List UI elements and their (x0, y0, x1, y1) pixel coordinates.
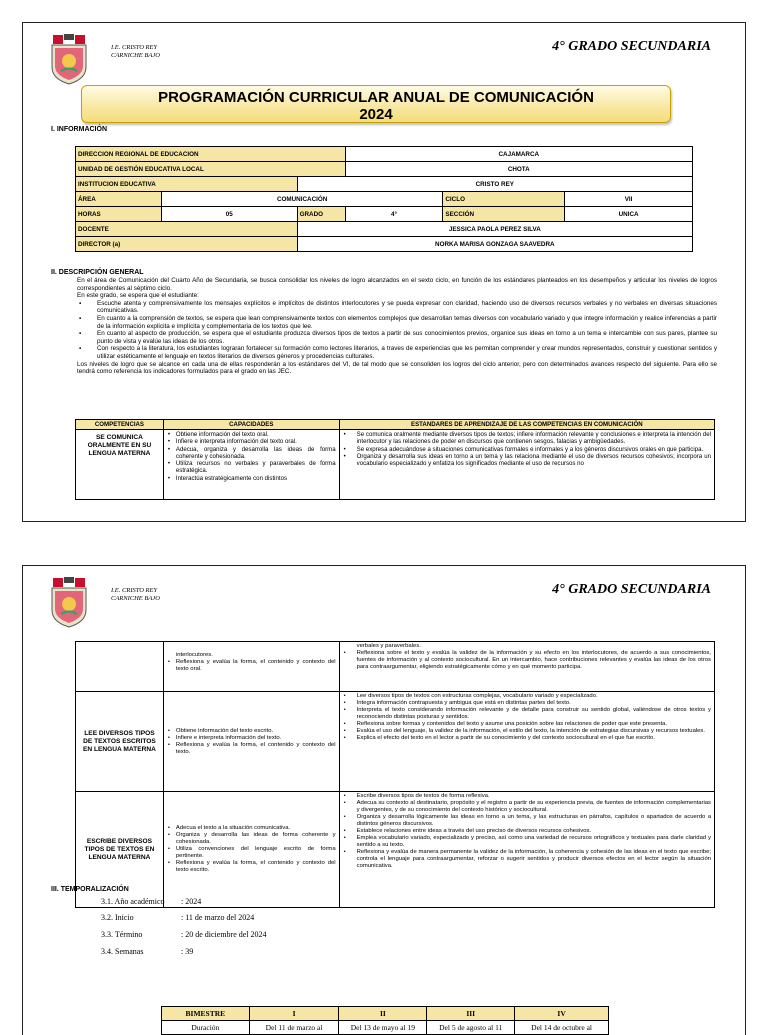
school-crest-icon (49, 33, 89, 85)
grade-label: 4° GRADO SECUNDARIA (552, 39, 711, 54)
list-item: • Obtiene información del texto escrito. (167, 728, 336, 735)
competencias-table (75, 419, 715, 500)
list-item: ▪ Con respecto a la literatura, los estudiantes lograran fortalecer su formación como lectores literarios, a traves de experiencias que les permitan comprender y crear mundos representados, construir y cuestionar sentidos y utilizar estéticamente el lenguaje en textos literarios de diversos géneros y procedencias culturales. (77, 345, 717, 360)
bimestres-table (161, 1006, 609, 1035)
list-item: • Integra información contrapuesta y ambigua que está en distintas partes del texto. (343, 700, 711, 707)
table-row: SE COMUNICA ORALMENTE EN SU LENGUA MATERNA • Obtiene información del texto oral. • Infiere e interpreta información del texto oral. • Adecua, organiza y desarrolla las ideas de forma coherente y cohesionada. • Utiliza recursos no verbales y paraverbales de forma estratégica. • Interactúa estratégicamente con distintos • Se comunica oralmente mediante diversos tipos de textos; infiere información relevante y conclusiones e interpreta la intención del interlocutor y las relaciones de poder en discursos que contienen sesgos, falacias y ambigüedades. • Se expresa adecuándose a situaciones comunicativas formales e informales y a los géneros discursivos orales en que participa. • Organiza y desarrolla sus ideas en torno a un tema y las relaciona mediante el uso de diversos recursos cohesivos; incorpora un vocabulario especializado y enfatiza los significados mediante el uso de recursos no (76, 430, 715, 500)
temporalizacion-value: : 39 (181, 947, 194, 956)
list-item: • Lee diversos tipos de textos con estructuras complejas, vocabulario variado y especializado. (343, 693, 711, 700)
list-item: • Organiza y desarrolla las ideas de forma coherente y cohesionada. (167, 832, 336, 846)
list-item: ▪ En cuanto al aspecto de producción, se espera que el estudiante produzca diversos tipos de textos a partir de sus conocimientos previos, organice sus ideas en torno a un tema e intercambie con sus pares, plantee su punto de vista y evalúe las ideas de los otros. (77, 330, 717, 345)
temporalizacion-label: 3.1. Año académico (101, 897, 165, 906)
list-item: • Infiere e interpreta información del texto. (167, 735, 336, 742)
info-table (75, 146, 693, 252)
temporalizacion-label: 3.2. Inicio (101, 913, 134, 922)
section-temporalizacion-heading: III. TEMPORALIZACIÓN (51, 886, 129, 893)
list-item: • Reflexiona sobre el texto y evalúa la validez de la información y su efecto en los interlocutores, de acuerdo a sus conocimientos, fuentes de información y al contexto sociocultural. En un intercambio, hace contribuciones relevantes y evalúa las ideas de los otros para contraargumentar, eligiendo estratégicamente cómo y en qué momento participa. (343, 650, 711, 671)
table-row: UNIDAD DE GESTIÓN EDUCATIVA LOCAL CHOTA (76, 162, 693, 177)
list-item: • Infiere e interpreta información del texto oral. (167, 438, 336, 445)
list-item: • Reflexiona y evalúa la forma, el contenido y contexto del texto oral. (167, 659, 336, 673)
table-row: interlocutores. • Reflexiona y evalúa la forma, el contenido y contexto del texto oral. verbales y paraverbales. • Reflexiona sobre el texto y evalúa la validez de la información y su efecto en los interlocutores, de acuerdo a sus conocimientos, fuentes de información y al contexto sociocultural. En un intercambio, hace contribuciones relevantes y evalúa las ideas de los otros para contraargumentar, eligiendo estratégicamente cómo y en qué momento participa. (76, 642, 715, 692)
temporalizacion-label: 3.3. Término (101, 930, 143, 939)
list-item: • Organiza y desarrolla lógicamente las ideas en torno a un tema, y las estructuras en párrafos, capítulos o apartados de acuerdo a distintos géneros discursivos. (343, 814, 711, 828)
table-row: ESCRIBE DIVERSOS TIPOS DE TEXTOS EN LENGUA MATERNA • Adecua el texto a la situación comunicativa. • Organiza y desarrolla las ideas de forma coherente y cohesionada. • Utiliza convenciones del lenguaje escrito de forma pertinente. • Reflexiona y evalúa la forma, el contenido y contexto del texto escrito. • Escribe diversos tipos de textos de forma reflexiva. • Adecua su contexto al destinatario, propósito y el registro a partir de su experiencia previa, de fuentes de información complementarias y divergentes, y de su conocimiento del contexto histórico y sociocultural. • Organiza y desarrolla lógicamente las ideas en torno a un tema, y las estructuras en párrafos, capítulos o apartados de acuerdo a distintos géneros discursivos. • Establece relaciones entre ideas a través del uso preciso de diversos recursos cohesivos. • Emplea vocabulario variado, especializado y preciso, así como una variedad de recursos ortográficos y textuales para darle claridad y sentido a su texto. • Reflexiona y evalúa de manera permanente la validez de la información, la coherencia y cohesión de las ideas en el texto que escribe; controla el lenguaje para contraargumentar, reforzar o sugerir sentidos y producir diversos efectos en el lector según la situación comunicativa. (76, 792, 715, 908)
section-informacion-heading: I. INFORMACIÓN (51, 126, 107, 133)
table-row: COMPETENCIAS CAPACIDADES ESTANDARES DE APRENDIZAJE DE LAS COMPETENCIAS EN COMUNICACIÓN (76, 420, 715, 430)
table-row: DIRECCION REGIONAL DE EDUCACION CAJAMARCA (76, 147, 693, 162)
grade-label: 4° GRADO SECUNDARIA (552, 582, 711, 597)
school-crest-icon (49, 576, 89, 628)
document-title: PROGRAMACIÓN CURRICULAR ANUAL DE COMUNICACIÓN 2024 (81, 85, 671, 123)
description-list (77, 300, 717, 361)
list-item: • Reflexiona sobre formas y contenidos del texto y asume una posición sobre las relaciones de poder que este presenta. (343, 721, 711, 728)
list-item: • Escribe diversos tipos de textos de forma reflexiva. (343, 793, 711, 800)
list-item: • Emplea vocabulario variado, especializado y preciso, así como una variedad de recursos ortográficos y textuales para darle claridad y sentido a su texto. (343, 835, 711, 849)
table-row: INSTITUCION EDUCATIVA CRISTO REY (76, 177, 693, 192)
table-row: Duración Del 11 de marzo al Del 13 de mayo al 19 Del 5 de agosto al 11 Del 14 de octubre al (162, 1021, 609, 1035)
list-item: • Interactúa estratégicamente con distintos (167, 475, 336, 482)
list-item: • Interpreta el texto considerando información relevante y de detalle para construir su sentido global, valiéndose de otros textos y reconociendo distintas posturas y sentidos. (343, 707, 711, 721)
list-item: • Obtiene información del texto oral. (167, 431, 336, 438)
list-item: • Se comunica oralmente mediante diversos tipos de textos; infiere información relevante y conclusiones e interpreta la intención del interlocutor y las relaciones de poder en discursos que contienen sesgos, falacias y ambigüedades. (343, 431, 711, 446)
list-item: • Organiza y desarrolla sus ideas en torno a un tema y las relaciona mediante el uso de diversos recursos cohesivos; incorpora un vocabulario especializado y enfatiza los significados mediante el uso de recursos no (343, 453, 711, 468)
list-item: • Se expresa adecuándose a situaciones comunicativas formales e informales y a los géneros discursivos orales en que participa. (343, 446, 711, 453)
list-item: • Adecua, organiza y desarrolla las ideas de forma coherente y cohesionada. (167, 446, 336, 461)
table-row: DOCENTE JESSICA PAOLA PEREZ SILVA (76, 222, 693, 237)
list-item: • Evalúa el uso del lenguaje, la validez de la información, el estilo del texto, la intención de estrategias discursivas y recursos textuales. (343, 728, 711, 735)
list-item: ▪ Escuche atenta y comprensivamente los mensajes explícitos e implícitos de distintos interlocutores y se pueda expresar con claridad, haciendo uso de diversos recursos verbales y no verbales en diversas situaciones comunicativas. (77, 300, 717, 315)
page-2 (22, 565, 746, 1035)
page-header (23, 566, 745, 626)
school-name: I.E. CRISTO REY CARNICHE BAJO (111, 44, 160, 59)
description-closing: Los niveles de logro que se alcance en cada una de ellas responderán a los estándares del VI, de tal modo que se consoliden los logros del ciclo anterior, pero con determinados avances respecto del siguiente. Para ello se tendrá como referencia los indicadores formulados para el grado en las JEC. (77, 360, 717, 376)
list-item: • Utiliza convenciones del lenguaje escrito de forma pertinente. (167, 846, 336, 860)
list-item: ▪ En cuanto a la comprensión de textos, se espera que lean comprensivamente textos con elementos complejos que desarrollan temas diversos con vocabulario variado y que integre información y realice inferencias a partir de la información explícita e implícita y complementaria de los textos que lee. (77, 315, 717, 330)
list-item: • Reflexiona y evalúa de manera permanente la validez de la información, la coherencia y cohesión de las ideas en el texto que escribe; controla el lenguaje para contraargumentar, reforzar o sugerir sentidos y producir diversos efectos en el lector según la situación comunicativa. (343, 849, 711, 870)
list-item: • Explica el efecto del texto en el lector a partir de su conocimiento y del contexto sociocultural en el que fue escrito. (343, 735, 711, 742)
table-row: DIRECTOR (a) NORKA MARISA GONZAGA SAAVEDRA (76, 237, 693, 252)
list-item: • Adecua su contexto al destinatario, propósito y el registro a partir de su experiencia previa, de fuentes de información complementarias y divergentes, y de su conocimiento del contexto histórico y sociocultural. (343, 800, 711, 814)
description-body (77, 277, 717, 376)
temporalizacion-label: 3.4. Semanas (101, 947, 144, 956)
table-row: HORAS 05 GRADO 4° SECCIÓN UNICA (76, 207, 693, 222)
page-1 (22, 22, 746, 522)
list-item: • Reflexiona y evalúa la forma, el contenido y contexto del texto. (167, 742, 336, 756)
list-item: • Reflexiona y evalúa la forma, el contenido y contexto del texto escrito. (167, 860, 336, 874)
list-item: • Utiliza recursos no verbales y paraverbales de forma estratégica. (167, 460, 336, 475)
temporalizacion-value: : 2024 (181, 897, 202, 906)
table-row: LEE DIVERSOS TIPOS DE TEXTOS ESCRITOS EN LENGUA MATERNA • Obtiene información del texto escrito. • Infiere e interpreta información del texto. • Reflexiona y evalúa la forma, el contenido y contexto del texto. • Lee diversos tipos de textos con estructuras complejas, vocabulario variado y especializado. • Integra información contrapuesta y ambigua que está en distintas partes del texto. • Interpreta el texto considerando información relevante y de detalle para construir su sentido global, valiéndose de otros textos y reconociendo distintas posturas y sentidos. • Reflexiona sobre formas y contenidos del texto y asume una posición sobre las relaciones de poder que este presenta. • Evalúa el uso del lenguaje, la validez de la información, el estilo del texto, la intención de estrategias discursivas y recursos textuales. • Explica el efecto del texto en el lector a partir de su conocimiento y del contexto sociocultural en el que fue escrito. (76, 692, 715, 792)
description-intro: En el área de Comunicación del Cuarto Año de Secundaria, se busca consolidar los niveles de logro alcanzados en el sexto ciclo, en función de los estándares planteados en los desempeños y articular los niveles de logros correspondientes al séptimo ciclo. (77, 277, 717, 292)
temporalizacion-value: : 20 de diciembre del 2024 (181, 930, 267, 939)
school-name: I.E. CRISTO REY CARNICHE BAJO (111, 587, 160, 602)
temporalizacion-value: : 11 de marzo del 2024 (181, 913, 255, 922)
list-item: • Adecua el texto a la situación comunicativa. (167, 825, 336, 832)
description-lead: En este grado, se espera que el estudiante: (77, 292, 199, 300)
table-row: BIMESTRE I II III IV (162, 1007, 609, 1021)
page-header (23, 23, 745, 83)
section-descripcion-heading: II. DESCRIPCIÓN GENERAL (51, 269, 144, 276)
list-item: • Establece relaciones entre ideas a través del uso preciso de diversos recursos cohesivos. (343, 828, 711, 835)
table-row: ÁREA COMUNICACIÓN CICLO VII (76, 192, 693, 207)
competencias-table-continued (75, 641, 715, 908)
